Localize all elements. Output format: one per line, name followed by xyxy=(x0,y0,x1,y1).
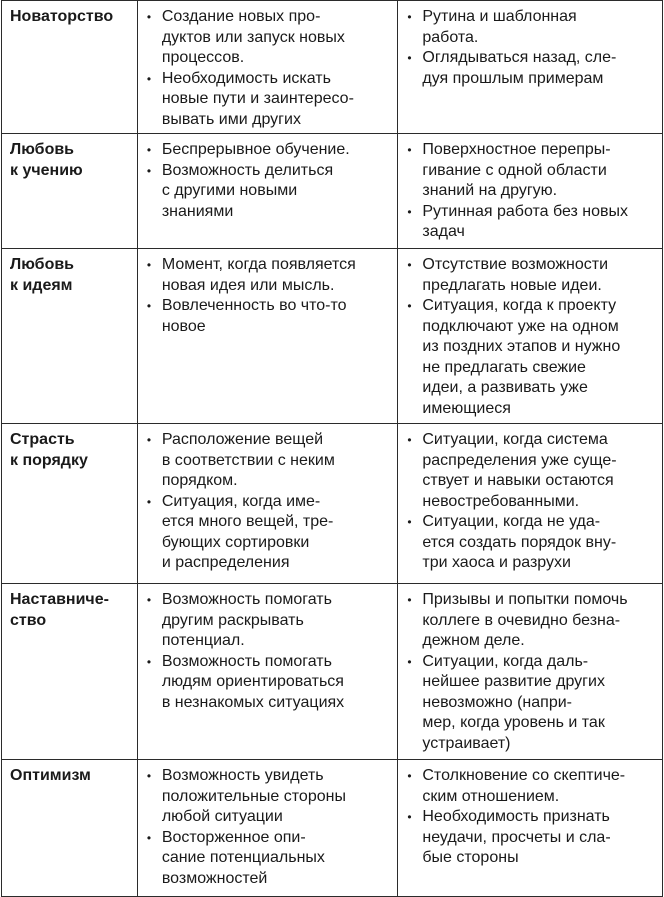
list-item-line: бующих сортировки xyxy=(161,533,310,551)
negative-cell xyxy=(398,584,663,760)
positive-cell xyxy=(137,424,398,584)
list-item-line: задач xyxy=(422,223,465,240)
list-item-line: людям ориентироваться xyxy=(161,673,344,690)
topic-cell xyxy=(2,760,138,897)
list-item-line: дежном деле. xyxy=(422,632,525,649)
list-item-line: Момент, когда появляется xyxy=(161,256,356,273)
list-item-line: нейшее развитие других xyxy=(422,673,605,690)
bullet-list xyxy=(146,766,390,889)
negative-cell xyxy=(398,249,663,424)
list-item xyxy=(406,430,654,512)
bullet-list xyxy=(406,140,654,243)
bullet-list xyxy=(406,430,654,574)
list-item-line: Возможность увидеть xyxy=(161,767,324,784)
list-item xyxy=(146,161,390,223)
list-item-line: распределения уже суще- xyxy=(422,451,617,469)
list-item-line: с другими новыми xyxy=(161,182,298,199)
negative-cell xyxy=(398,134,663,249)
topic-cell xyxy=(2,584,138,760)
list-item-line: ским отношением. xyxy=(422,787,560,805)
list-item-line: Вовлеченность во что-то xyxy=(161,297,347,314)
bullet-list xyxy=(146,255,390,337)
list-item-line: Ситуации, когда не уда- xyxy=(422,513,601,530)
list-item-line: три хаоса и разрухи xyxy=(422,554,571,571)
topic-cell xyxy=(2,134,138,249)
list-item-line: Восторженное опи- xyxy=(161,828,306,846)
list-item-line: и распределения xyxy=(161,554,290,571)
bullet-list xyxy=(146,7,390,130)
list-item-line: дуя прошлым примерам xyxy=(422,69,604,87)
topic-line: Оптимизм xyxy=(10,767,91,784)
list-item xyxy=(406,140,654,202)
list-item-line: в соответствии с неким xyxy=(161,451,335,469)
list-item xyxy=(406,202,654,243)
bullet-list xyxy=(146,140,390,222)
list-item-line: мер, когда уровень и так xyxy=(422,714,605,731)
list-item-line: Призывы и попытки помочь xyxy=(422,591,628,608)
list-item-line: Возможность помогать xyxy=(161,652,332,670)
list-item-line: потенциал. xyxy=(161,632,245,649)
list-item xyxy=(406,255,654,296)
positive-cell xyxy=(137,134,398,249)
list-item-line: Ситуация, когда к проекту xyxy=(422,297,617,314)
list-item-line: Ситуации, когда даль- xyxy=(422,652,589,670)
list-item-line: бые стороны xyxy=(422,849,519,866)
negative-cell xyxy=(398,1,663,134)
list-item-line: Беспрерывное обучение. xyxy=(161,141,350,158)
list-item-line: гивание с одной области xyxy=(422,161,607,179)
list-item-line: невозможно (напри- xyxy=(422,693,572,711)
list-item xyxy=(406,7,654,48)
negative-cell xyxy=(398,424,663,584)
table-body xyxy=(2,1,663,897)
positive-cell xyxy=(137,760,398,897)
list-item-line: Ситуация, когда име- xyxy=(161,492,321,510)
list-item xyxy=(406,652,654,755)
topic-line: к учению xyxy=(10,161,83,179)
list-item-line: в незнакомых ситуациях xyxy=(161,693,345,711)
list-item xyxy=(146,590,390,652)
positive-cell xyxy=(137,584,398,760)
list-item xyxy=(406,48,654,89)
bullet-list xyxy=(406,766,654,869)
list-item-line: ется создать порядок вну- xyxy=(422,533,617,551)
list-item-line: Необходимость признать xyxy=(422,808,610,825)
bullet-list xyxy=(146,590,390,713)
list-item-line: вывать ими других xyxy=(161,110,301,128)
list-item-line: имеющиеся xyxy=(422,399,511,417)
list-item-line: ствует и навыки остаются xyxy=(422,472,614,489)
bullet-list xyxy=(406,590,654,754)
positive-cell xyxy=(137,249,398,424)
list-item-line: Ситуации, когда система xyxy=(422,431,608,448)
list-item-line: любой ситуации xyxy=(161,808,283,825)
list-item-line: процессов. xyxy=(161,49,245,66)
topic-line: Страсть xyxy=(10,431,75,448)
list-item xyxy=(406,512,654,574)
table-row xyxy=(2,584,663,760)
list-item xyxy=(146,69,390,131)
bullet-list xyxy=(406,255,654,419)
list-item xyxy=(146,492,390,574)
list-item-line: Возможность делиться xyxy=(161,161,334,179)
list-item-line: неудачи, просчеты и сла- xyxy=(422,828,611,846)
list-item-line: Оглядываться назад, сле- xyxy=(422,49,617,66)
list-item-line: устраивает) xyxy=(422,734,511,752)
list-item-line: новое xyxy=(161,317,206,335)
topic-line: Новаторство xyxy=(10,8,114,25)
list-item-line: новые пути и заинтересо- xyxy=(161,90,354,107)
list-item-line: Рутина и шаблонная xyxy=(422,8,577,25)
list-item-line: дуктов или запуск новых xyxy=(161,28,345,46)
list-item-line: знаний на другую. xyxy=(422,182,558,199)
list-item xyxy=(146,296,390,337)
list-item-line: Поверхностное перепры- xyxy=(422,141,611,158)
list-item-line: предлагать новые идеи. xyxy=(422,276,602,294)
list-item-line: Необходимость искать xyxy=(161,69,331,87)
list-item-line: Столкновение со скептиче- xyxy=(422,767,626,784)
list-item xyxy=(146,140,390,161)
list-item-line: сание потенциальных xyxy=(161,849,325,866)
list-item-line: из поздних этапов и нужно xyxy=(422,338,621,355)
list-item-line: положительные стороны xyxy=(161,787,346,805)
topic-line: к идеям xyxy=(10,276,73,294)
topic-cell xyxy=(2,249,138,424)
topic-line: Любовь xyxy=(10,256,75,273)
list-item-line: работа. xyxy=(422,28,479,46)
list-item xyxy=(146,828,390,890)
list-item-line: знаниями xyxy=(161,202,234,220)
list-item-line: другим раскрывать xyxy=(161,611,304,629)
list-item xyxy=(146,430,390,492)
table-row xyxy=(2,760,663,897)
list-item-line: ется много вещей, тре- xyxy=(161,513,334,530)
list-item-line: коллеге в очевидно безна- xyxy=(422,611,621,629)
topic-line: Наставниче- xyxy=(10,591,109,608)
list-item-line: порядком. xyxy=(161,472,238,489)
list-item-line: Возможность помогать xyxy=(161,591,332,608)
table-row xyxy=(2,249,663,424)
topic-cell xyxy=(2,424,138,584)
table-row xyxy=(2,1,663,134)
list-item-line: подключают уже на одном xyxy=(422,317,619,335)
bullet-list xyxy=(146,430,390,574)
list-item xyxy=(146,7,390,69)
topic-cell xyxy=(2,1,138,134)
negative-cell xyxy=(398,760,663,897)
bullet-list xyxy=(406,7,654,89)
topic-line: Любовь xyxy=(10,141,75,158)
list-item xyxy=(146,766,390,828)
table-row xyxy=(2,424,663,584)
list-item-line: идеи, а развивать уже xyxy=(422,379,588,396)
list-item xyxy=(406,807,654,869)
list-item xyxy=(406,590,654,652)
list-item xyxy=(146,255,390,296)
table-row xyxy=(2,134,663,249)
list-item-line: Отсутствие возможности xyxy=(422,256,609,273)
list-item-line: возможностей xyxy=(161,869,268,887)
topic-line: ство xyxy=(10,611,47,629)
values-table xyxy=(1,0,663,897)
list-item-line: не предлагать свежие xyxy=(422,358,586,376)
list-item xyxy=(146,652,390,714)
list-item-line: невостребованными. xyxy=(422,492,580,510)
list-item xyxy=(406,296,654,419)
list-item-line: Создание новых про- xyxy=(161,8,321,25)
list-item-line: новая идея или мысль. xyxy=(161,276,335,294)
topic-line: к порядку xyxy=(10,451,88,469)
list-item-line: Рутинная работа без новых xyxy=(422,202,629,220)
positive-cell xyxy=(137,1,398,134)
list-item-line: Расположение вещей xyxy=(161,431,324,448)
list-item xyxy=(406,766,654,807)
